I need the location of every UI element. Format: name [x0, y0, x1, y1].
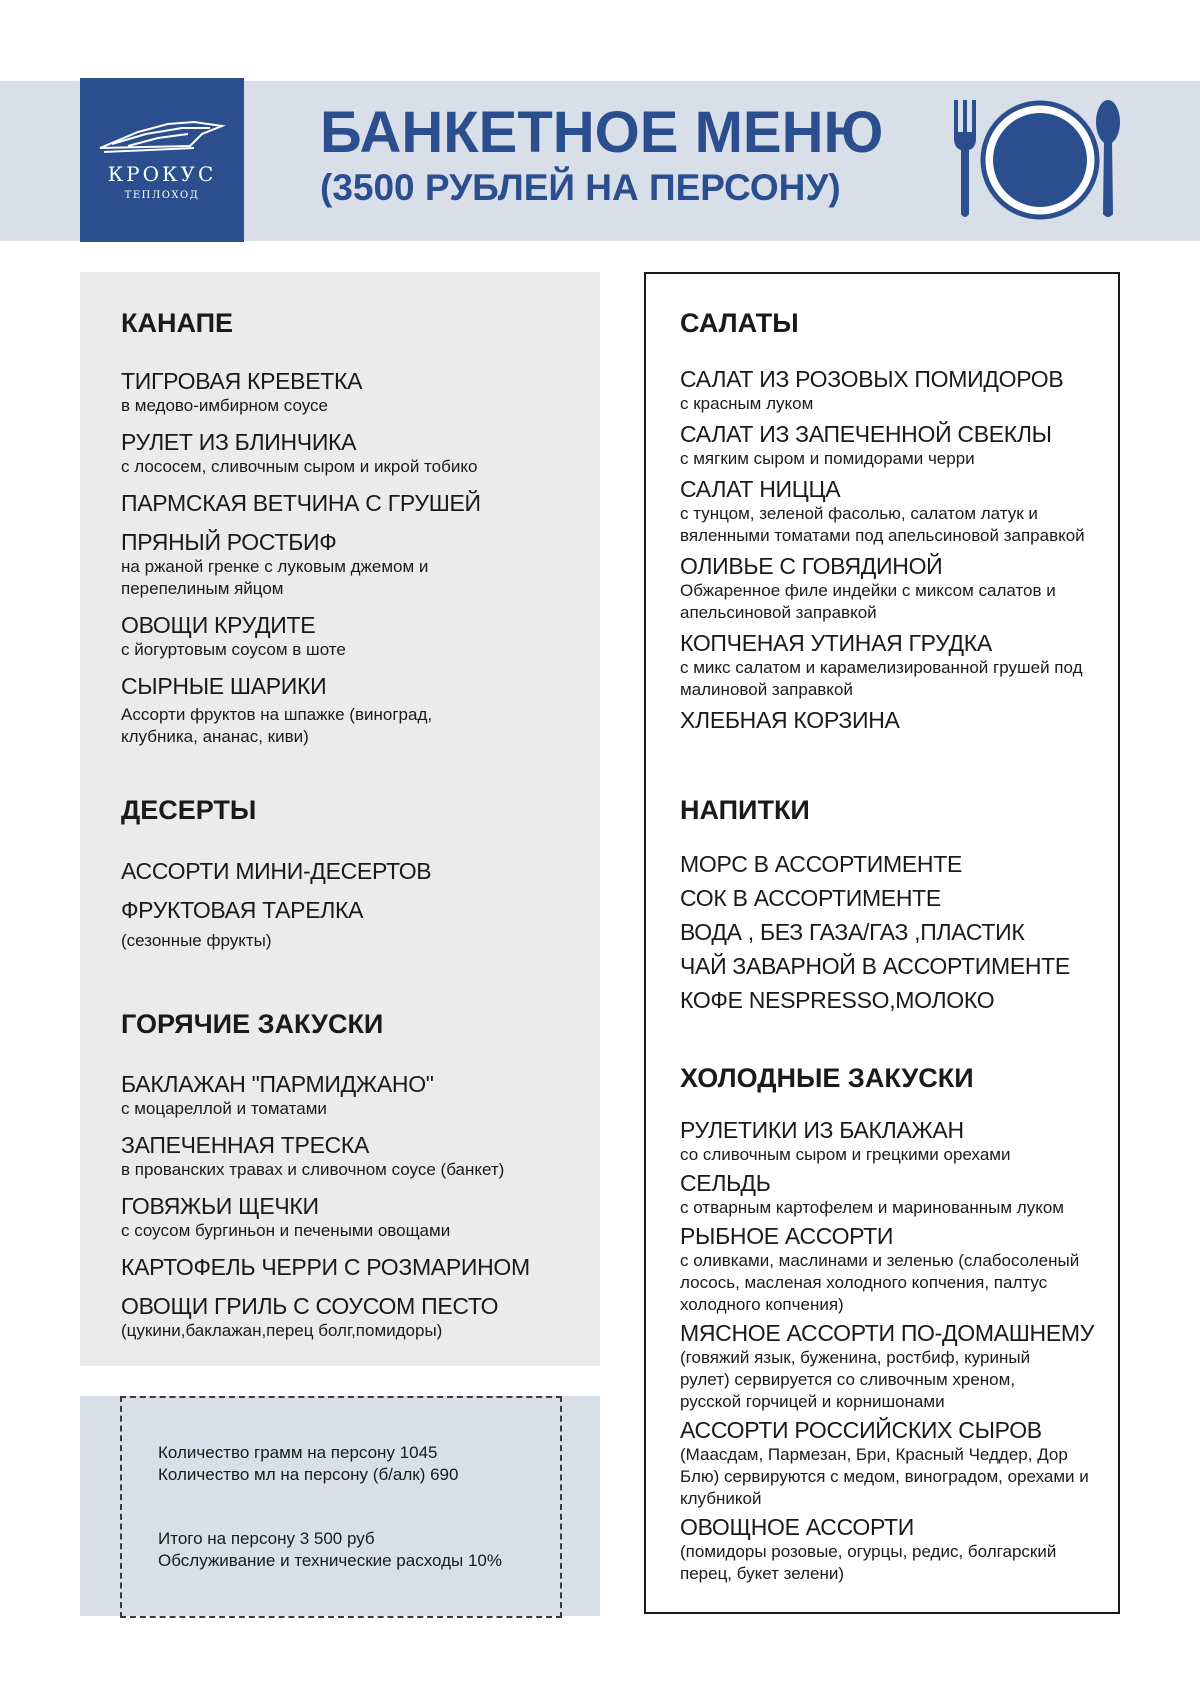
menu-item-name: ОВОЩИ ГРИЛЬ С СОУСОМ ПЕСТО: [121, 1293, 499, 1319]
menu-item: [680, 366, 1100, 415]
menu-item-name: САЛАТ ИЗ РОЗОВЫХ ПОМИДОРОВ: [680, 366, 1064, 392]
menu-item-desc: с моцареллой и томатами: [121, 1099, 327, 1118]
menu-item-desc: с лососем, сливочным сыром и икрой тобико: [121, 457, 478, 476]
menu-item-name: ПАРМСКАЯ ВЕТЧИНА С ГРУШЕЙ: [121, 490, 481, 516]
menu-item-desc: с микс салатом и карамелизированной грушей под малиновой заправкой: [680, 658, 1083, 699]
menu-item-desc: (помидоры розовые, огурцы, редис, болгарский перец, букет зелени): [680, 1542, 1057, 1583]
menu-item-name: РЫБНОЕ АССОРТИ: [680, 1223, 894, 1249]
hot-list: [121, 1071, 611, 1354]
menu-item-desc: с мягким сыром и помидорами черри: [680, 449, 975, 468]
menu-item-name: ФРУКТОВАЯ ТАРЕЛКА: [121, 897, 364, 923]
menu-item-name: СОК В АССОРТИМЕНТЕ: [680, 885, 941, 911]
menu-item: [680, 630, 1100, 701]
menu-item-name: ОЛИВЬЕ С ГОВЯДИНОЙ: [680, 553, 943, 579]
menu-item-name: ХЛЕБНАЯ КОРЗИНА: [680, 707, 900, 733]
menu-item-desc: Ассорти фруктов на шпажке (виноград, клубника, ананас, киви): [121, 705, 433, 746]
logo: [80, 78, 244, 242]
menu-item-desc: со сливочным сыром и грецкими орехами: [680, 1145, 1011, 1164]
menu-item: [680, 1117, 1100, 1166]
menu-item-desc: (говяжий язык, буженина, ростбиф, куриный рулет) сервируется со сливочным хреном, русской горчицей и корнишонами: [680, 1348, 1031, 1411]
menu-item: [680, 476, 1100, 547]
menu-item-name: САЛАТ НИЦЦА: [680, 476, 841, 502]
menu-item: [121, 1293, 611, 1342]
canape-list: [121, 368, 611, 760]
info-price-block: [158, 1528, 502, 1572]
menu-item-desc: с красным луком: [680, 394, 814, 413]
title-line-2: (3500 РУБЛЕЙ НА ПЕРСОНУ): [320, 167, 841, 208]
menu-item: [121, 612, 611, 661]
info-portion-block: [158, 1442, 458, 1486]
menu-item-desc: Обжаренное филе индейки с миксом салатов и апельсиновой заправкой: [680, 581, 1056, 622]
menu-item-desc: с соусом бургиньон и печеными овощами: [121, 1221, 451, 1240]
menu-item-name: САЛАТ ИЗ ЗАПЕЧЕННОЙ СВЕКЛЫ: [680, 421, 1052, 447]
menu-item-desc: с отварным картофелем и маринованным луком: [680, 1198, 1064, 1217]
menu-item: [680, 553, 1100, 624]
menu-item-desc: с оливками, маслинами и зеленью (слабосоленый лосось, масленая холодного копчения, палтус холодного копчения): [680, 1251, 1080, 1314]
total-per-person: Итого на персону 3 500 руб: [158, 1529, 375, 1548]
menu-item-name: ОВОЩНОЕ АССОРТИ: [680, 1514, 914, 1540]
ship-icon: [98, 118, 226, 154]
menu-item: [121, 1071, 611, 1120]
logo-name: КРОКУС: [107, 162, 217, 186]
canape-title: КАНАПЕ: [121, 308, 234, 338]
menu-item: [680, 852, 1100, 876]
menu-item: [121, 1193, 611, 1242]
menu-item: [680, 954, 1100, 978]
info-dashed-frame: [120, 1396, 562, 1618]
menu-item: [121, 429, 611, 478]
menu-item: [680, 707, 1100, 734]
menu-item: [121, 1132, 611, 1181]
menu-item-desc: с йогуртовым соусом в шоте: [121, 640, 346, 659]
menu-item-name: СЕЛЬДЬ: [680, 1170, 771, 1196]
menu-item: [121, 673, 611, 748]
menu-item-name: ГОВЯЖЬИ ЩЕЧКИ: [121, 1193, 319, 1219]
menu-item: [680, 886, 1100, 910]
menu-item: [680, 1320, 1100, 1413]
info-box: [80, 1396, 600, 1616]
menu-item: [121, 897, 611, 952]
menu-item-name: ВОДА , БЕЗ ГАЗА/ГАЗ ,ПЛАСТИК: [680, 919, 1025, 945]
menu-item: [680, 920, 1100, 944]
desserts-title: ДЕСЕРТЫ: [121, 795, 257, 825]
menu-item: [680, 421, 1100, 470]
menu-item-name: СЫРНЫЕ ШАРИКИ: [121, 673, 327, 699]
menu-item-name: ТИГРОВАЯ КРЕВЕТКА: [121, 368, 363, 394]
service-fee: Обслуживание и технические расходы 10%: [158, 1551, 502, 1570]
menu-item-name: РУЛЕТИКИ ИЗ БАКЛАЖАН: [680, 1117, 964, 1143]
grams-per-person: Количество грамм на персону 1045: [158, 1443, 438, 1462]
menu-item-desc: в медово-имбирном соусе: [121, 396, 329, 415]
menu-item: [680, 1170, 1100, 1219]
menu-item-desc: (цукини,баклажан,перец болг,помидоры): [121, 1321, 443, 1340]
menu-item: [121, 1254, 611, 1281]
menu-item-desc: в прованских травах и сливочном соусе (банкет): [121, 1160, 505, 1179]
menu-item: [680, 1514, 1100, 1585]
menu-item-name: АССОРТИ МИНИ-ДЕСЕРТОВ: [121, 858, 432, 884]
salads-title: САЛАТЫ: [680, 308, 799, 338]
menu-item-desc: (сезонные фрукты): [121, 931, 272, 950]
menu-item-desc: (Маасдам, Пармезан, Бри, Красный Чеддер, Дор Блю) сервируются с медом, виноградом, орехами и клубникой: [680, 1445, 1089, 1508]
salads-list: [680, 366, 1100, 746]
menu-item: [680, 988, 1100, 1012]
menu-item-name: КАРТОФЕЛЬ ЧЕРРИ С РОЗМАРИНОМ: [121, 1254, 530, 1280]
menu-item-name: МЯСНОЕ АССОРТИ ПО-ДОМАШНЕМУ: [680, 1320, 1095, 1346]
menu-item-desc: с тунцом, зеленой фасолью, салатом латук и вяленными томатами под апельсиновой заправкой: [680, 504, 1085, 545]
menu-item-name: ЗАПЕЧЕННАЯ ТРЕСКА: [121, 1132, 370, 1158]
cold-list: [680, 1117, 1100, 1597]
page-title: [320, 100, 900, 210]
menu-item: [121, 368, 611, 417]
menu-item: [680, 1417, 1100, 1510]
title-line-1: БАНКЕТНОЕ МЕНЮ: [320, 100, 884, 165]
cold-title: ХОЛОДНЫЕ ЗАКУСКИ: [680, 1063, 974, 1093]
menu-item-name: МОРС В АССОРТИМЕНТЕ: [680, 851, 962, 877]
menu-item-name: ЧАЙ ЗАВАРНОЙ В АССОРТИМЕНТЕ: [680, 953, 1070, 979]
menu-item-name: ОВОЩИ КРУДИТЕ: [121, 612, 316, 638]
menu-item-name: КОФЕ NESPRESSO,МОЛОКО: [680, 987, 995, 1013]
drinks-list: [680, 852, 1100, 1022]
menu-item: [680, 1223, 1100, 1316]
menu-item-name: РУЛЕТ ИЗ БЛИНЧИКА: [121, 429, 357, 455]
hot-title: ГОРЯЧИЕ ЗАКУСКИ: [121, 1009, 384, 1039]
menu-item-name: АССОРТИ РОССИЙСКИХ СЫРОВ: [680, 1417, 1042, 1443]
menu-item-name: КОПЧЕНАЯ УТИНАЯ ГРУДКА: [680, 630, 992, 656]
menu-item-desc: на ржаной гренке с луковым джемом и перепелиным яйцом: [121, 557, 429, 598]
menu-item: [121, 490, 611, 517]
drinks-title: НАПИТКИ: [680, 795, 810, 825]
fork-plate-spoon-icon: [950, 98, 1130, 222]
menu-item-name: ПРЯНЫЙ РОСТБИФ: [121, 529, 337, 555]
desserts-list: [121, 858, 611, 964]
menu-item: [121, 858, 611, 885]
logo-subtitle: ТЕПЛОХОД: [124, 190, 200, 201]
menu-item-name: БАКЛАЖАН "ПАРМИДЖАНО": [121, 1071, 434, 1097]
ml-per-person: Количество мл на персону (б/алк) 690: [158, 1465, 459, 1484]
menu-item: [121, 529, 611, 600]
